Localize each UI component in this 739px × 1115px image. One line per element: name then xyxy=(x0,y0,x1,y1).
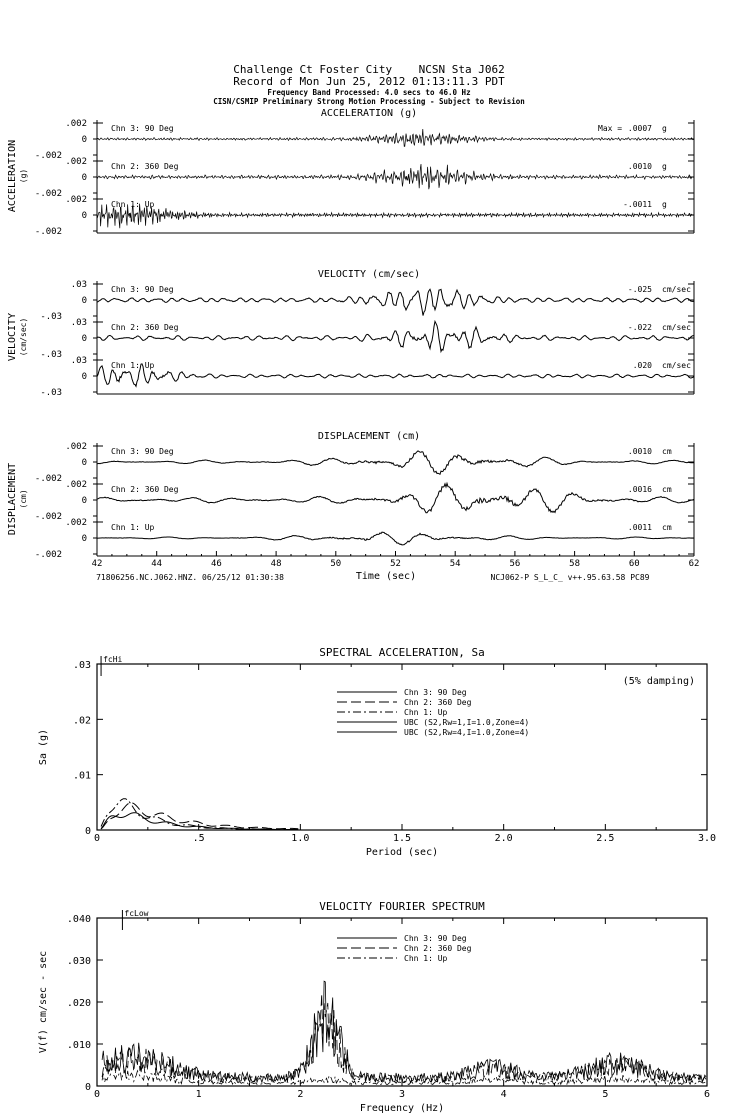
waveform-trace xyxy=(97,532,694,545)
units-label: g xyxy=(662,124,667,133)
x-tick-label: .5 xyxy=(192,833,205,844)
fourier-curve-1 xyxy=(102,981,706,1082)
x-tick-label: 50 xyxy=(330,559,342,569)
x-tick-label: 2 xyxy=(297,1089,304,1100)
legend-entry: Chn 1: Up xyxy=(404,708,448,717)
waveform-trace xyxy=(97,364,694,387)
units-label: cm xyxy=(662,485,672,494)
y-tick-label: .002 xyxy=(65,157,87,167)
x-axis-label: Period (sec) xyxy=(365,847,439,858)
channel-label: Chn 3: 90 Deg xyxy=(111,124,174,133)
units-label: cm/sec xyxy=(662,285,691,294)
x-tick-label: 1 xyxy=(195,1089,202,1100)
y-tick-label: -.03 xyxy=(40,388,62,398)
y-tick-label: 0 xyxy=(81,458,87,468)
y-tick-label: 0 xyxy=(81,372,87,382)
units-label: g xyxy=(662,162,667,171)
units-label: cm xyxy=(662,447,672,456)
x-tick-label: 2.5 xyxy=(596,833,615,844)
y-tick-label: -.03 xyxy=(40,312,62,322)
panel-title: ACCELERATION (g) xyxy=(320,108,418,119)
header-frequency-band: Frequency Band Processed: 4.0 secs to 46.0 Hz xyxy=(267,88,471,97)
units-label: cm/sec xyxy=(662,323,691,332)
y-axis-label: ACCELERATION xyxy=(7,139,18,213)
max-value: .0007 xyxy=(627,124,652,133)
y-axis-units: (g) xyxy=(19,168,28,184)
header-processing-note: CISN/CSMIP Preliminary Strong Motion Processing - Subject to Revision xyxy=(213,97,525,106)
y-axis-label: V(f) cm/sec - sec xyxy=(38,950,49,1054)
header-station: Challenge Ct Foster City NCSN Sta J062 xyxy=(233,63,505,76)
y-tick-label: -.002 xyxy=(34,512,62,522)
x-tick-label: 1.5 xyxy=(392,833,412,844)
y-tick-label: -.002 xyxy=(34,474,62,484)
legend-entry: Chn 2: 360 Deg xyxy=(404,698,472,707)
x-tick-label: 0 xyxy=(93,1089,101,1100)
x-tick-label: 46 xyxy=(210,559,222,569)
x-tick-label: 3.0 xyxy=(697,833,717,844)
max-value: -.025 xyxy=(627,285,652,294)
waveform-trace xyxy=(97,289,694,315)
waveform-trace xyxy=(97,204,693,229)
units-label: cm/sec xyxy=(662,361,691,370)
y-axis-label: Sa (g) xyxy=(38,728,49,766)
max-value: -.022 xyxy=(627,323,652,332)
y-tick-label: 0 xyxy=(81,211,87,221)
channel-label: Chn 3: 90 Deg xyxy=(111,285,174,294)
x-tick-label: 5 xyxy=(602,1089,609,1100)
corner-frequency-label: fcLow xyxy=(124,909,149,918)
y-tick-label: 0 xyxy=(81,534,87,544)
max-value: .020 xyxy=(632,361,652,370)
x-tick-label: 58 xyxy=(569,559,581,569)
y-axis-label: DISPLACEMENT xyxy=(7,462,18,536)
channel-label: Chn 1: Up xyxy=(111,523,155,532)
waveform-trace xyxy=(97,321,694,351)
y-axis-label: VELOCITY xyxy=(7,312,18,362)
y-tick-label: 0 xyxy=(84,1082,91,1093)
x-tick-label: 48 xyxy=(270,559,282,569)
legend-entry: Chn 2: 360 Deg xyxy=(404,944,472,953)
channel-label: Chn 1: Up xyxy=(111,200,155,209)
y-tick-label: .002 xyxy=(65,442,87,452)
y-tick-label: .03 xyxy=(70,280,87,290)
chart-title: SPECTRAL ACCELERATION, Sa xyxy=(319,646,485,659)
y-tick-label: 0 xyxy=(81,334,87,344)
y-tick-label: .03 xyxy=(72,660,91,671)
channel-label: Chn 2: 360 Deg xyxy=(111,485,179,494)
y-tick-label: -.002 xyxy=(34,550,62,560)
x-tick-label: 3 xyxy=(398,1089,406,1100)
y-tick-label: .03 xyxy=(70,356,87,366)
y-tick-label: -.002 xyxy=(34,151,62,161)
corner-frequency-label: fcHi xyxy=(103,655,123,664)
waveform-trace xyxy=(97,164,693,189)
y-axis-units: (cm/sec) xyxy=(19,317,28,357)
footer-record-id: 71806256.NC.J062.HNZ. 06/25/12 01:30:38 xyxy=(96,573,284,582)
panel-title: VELOCITY (cm/sec) xyxy=(317,269,421,280)
plot-frame xyxy=(97,664,707,830)
x-tick-label: 60 xyxy=(628,559,640,569)
x-tick-label: 1.0 xyxy=(291,833,310,844)
header-record: Record of Mon Jun 25, 2012 01:13:11.3 PDT xyxy=(233,75,505,88)
chart-title: VELOCITY FOURIER SPECTRUM xyxy=(319,900,485,913)
panel-title: DISPLACEMENT (cm) xyxy=(317,431,421,442)
x-tick-label: 2.0 xyxy=(494,833,513,844)
max-value: .0010 xyxy=(627,447,652,456)
y-tick-label: .002 xyxy=(65,518,87,528)
y-tick-label: 0 xyxy=(81,173,87,183)
y-axis-units: (cm) xyxy=(19,489,28,509)
y-tick-label: .020 xyxy=(66,998,91,1009)
y-tick-label: .01 xyxy=(72,770,91,782)
x-tick-label: 56 xyxy=(509,559,521,569)
y-tick-label: .02 xyxy=(72,715,91,727)
channel-label: Chn 2: 360 Deg xyxy=(111,323,179,332)
sa-curve-3 xyxy=(101,799,298,830)
y-tick-label: .030 xyxy=(66,956,91,967)
legend-entry: UBC (S2,Rw=1,I=1.0,Zone=4) xyxy=(404,718,530,727)
legend-entry: Chn 1: Up xyxy=(404,954,448,963)
y-tick-label: .002 xyxy=(65,480,87,490)
units-label: cm xyxy=(662,523,672,532)
waveform-trace xyxy=(97,451,694,474)
channel-label: Chn 2: 360 Deg xyxy=(111,162,179,171)
x-tick-label: 62 xyxy=(688,559,700,569)
x-tick-label: 42 xyxy=(91,559,103,569)
legend-entry: Chn 3: 90 Deg xyxy=(404,934,467,943)
y-tick-label: 0 xyxy=(81,135,87,145)
units-label: g xyxy=(662,200,667,209)
max-value: .0016 xyxy=(627,485,652,494)
x-tick-label: 6 xyxy=(703,1089,711,1100)
x-tick-label: 4 xyxy=(500,1089,507,1100)
max-value: .0010 xyxy=(627,162,652,171)
y-tick-label: 0 xyxy=(84,826,91,837)
x-tick-label: 44 xyxy=(151,559,163,569)
y-tick-label: .002 xyxy=(65,119,87,129)
x-tick-label: 52 xyxy=(390,559,401,569)
y-tick-label: .010 xyxy=(66,1040,91,1051)
y-tick-label: 0 xyxy=(81,496,87,506)
sa-curve-2 xyxy=(101,803,298,829)
damping-annotation: (5% damping) xyxy=(622,676,695,687)
y-tick-label: .040 xyxy=(66,914,91,925)
channel-label: Chn 3: 90 Deg xyxy=(111,447,174,456)
max-label: Max = xyxy=(598,124,623,133)
y-tick-label: -.03 xyxy=(40,350,62,360)
x-tick-label: 0 xyxy=(93,833,101,844)
max-value: .0011 xyxy=(627,523,652,532)
legend-entry: Chn 3: 90 Deg xyxy=(404,688,467,697)
y-tick-label: -.002 xyxy=(34,189,62,199)
legend-entry: UBC (S2,Rw=4,I=1.0,Zone=4) xyxy=(404,728,530,737)
x-axis-label: Time (sec) xyxy=(355,571,417,582)
max-value: -.0011 xyxy=(623,200,652,209)
y-tick-label: -.002 xyxy=(34,227,62,237)
y-tick-label: .03 xyxy=(70,318,87,328)
y-tick-label: .002 xyxy=(65,195,87,205)
y-tick-label: 0 xyxy=(81,296,87,306)
x-tick-label: 54 xyxy=(449,559,461,569)
x-axis-label: Frequency (Hz) xyxy=(359,1103,445,1114)
waveform-trace xyxy=(97,483,694,512)
channel-label: Chn 1: Up xyxy=(111,361,155,370)
footer-processing-id: NCJ062-P S_L_C_ v++.95.63.58 PC89 xyxy=(490,573,650,582)
